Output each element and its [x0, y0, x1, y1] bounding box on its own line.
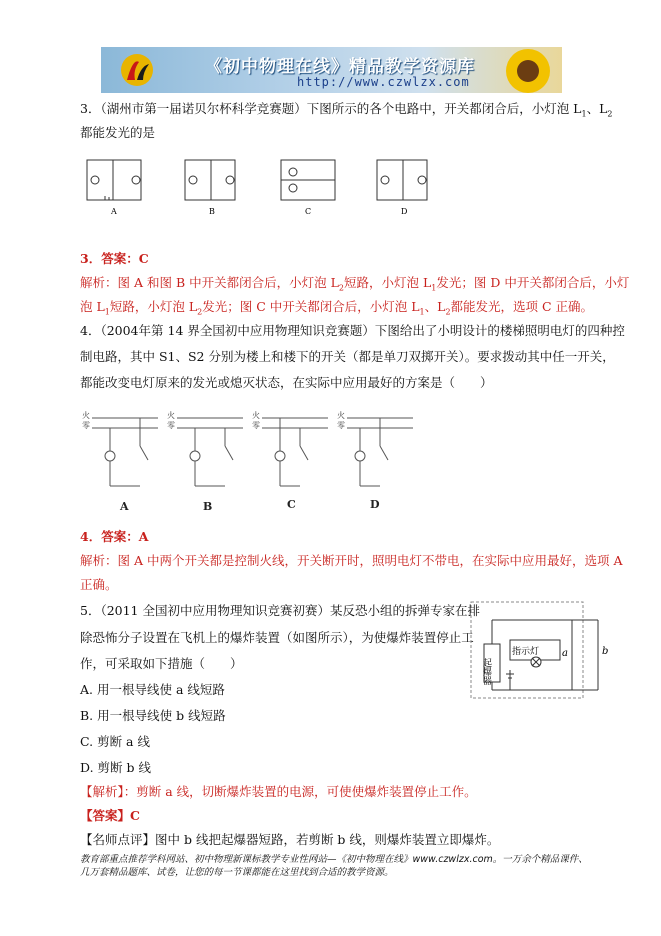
stair-circuit-c [262, 418, 328, 486]
stair-circuit-d [347, 418, 413, 486]
q5-answer: 【答案】C [80, 808, 140, 823]
circuit-label-d: D [401, 207, 408, 216]
q5-bomb-circuit-diagram [470, 600, 610, 704]
stair-label-d: D [370, 498, 380, 511]
q3-text-line1: 3．（湖州市第一届诺贝尔杯科学竞赛题）下图所示的各个电路中，开关都闭合后，小灯泡 $L_1$、$L_2$ [80, 101, 613, 119]
q4-text-line1: 4．（2004年第 14 界全国初中应用物理知识竞赛题）下图给出了小明设计的楼梯照明电灯的四种控 [80, 323, 625, 338]
stair-circuit-b [177, 418, 243, 486]
q5-analysis: 【解析】：剪断 a 线，切断爆炸装置的电源，可使使爆炸装置停止工作。 [80, 784, 477, 799]
zero-label-b: 零 [167, 421, 175, 430]
fire-label-a: 火 [82, 411, 90, 420]
q5-text-line2: 除恐怖分子设置在飞机上的爆炸装置（如图所示），为使爆炸装置停止工 [80, 630, 474, 645]
q5-option-c: C. 剪断 a 线 [80, 734, 150, 749]
q3-circuit-diagrams [85, 152, 445, 218]
q4-stair-light-diagrams [80, 406, 420, 516]
q5-text-line1: 5．（2011 全国初中应用物理知识竞赛初赛）某反恐小组的拆弹专家在排 [80, 603, 480, 618]
indicator-label: 指示灯 [512, 647, 540, 657]
circuit-a [87, 160, 141, 200]
detonator-label: 起爆器 [481, 658, 491, 685]
q4-analysis-line2: 正确。 [80, 577, 118, 592]
q5-option-d: D. 剪断 b 线 [80, 760, 151, 775]
q4-text-line2: 制电路，其中 S1、S2 分别为楼上和楼下的开关（都是单刀双掷开关）。要求拨动其中任一开关， [80, 349, 615, 364]
stair-label-a: A [120, 500, 129, 513]
q5-teacher-comment: 【名师点评】图中 b 线把起爆器短路，若剪断 b 线，则爆炸装置立即爆炸。 [80, 832, 500, 847]
circuit-c [281, 160, 335, 200]
stair-label-c: C [287, 498, 296, 511]
banner-title: 《初中物理在线》精品教学资源库 [205, 57, 475, 77]
circuit-b [185, 160, 235, 200]
wire-b-label: b [602, 646, 609, 657]
stair-circuit-a [92, 418, 158, 486]
q3-answer: 3．答案：C [80, 251, 149, 266]
q4-answer: 4．答案：A [80, 529, 149, 544]
fire-label-d: 火 [337, 411, 345, 420]
sunflower-icon [498, 47, 558, 93]
wire-a-label: a [562, 648, 568, 659]
q3-text-line2: 都能发光的是 [80, 125, 156, 140]
q3-analysis-line1: 解析：图 A 和图 B 中开关都闭合后，小灯泡 $L_2$短路，小灯泡 $L_1$发光；图 D 中开关都闭合后，小灯 [80, 275, 630, 293]
fire-label-c: 火 [252, 411, 260, 420]
footer-line2: 几万套精品题库、试卷，让您的每一节课都能在这里找到合适的教学资源。 [80, 867, 394, 878]
banner-url[interactable]: http://www.czwlzx.com [297, 75, 470, 89]
site-logo-icon [119, 52, 155, 88]
circuit-label-a: A [111, 207, 117, 216]
q5-text-line3: 作，可采取如下措施（ ） [80, 656, 243, 671]
zero-label-c: 零 [252, 421, 260, 430]
footer-line1: 教育部重点推荐学科网站、初中物理新课标教学专业性网站—《初中物理在线》www.czwlzx.com。一万余个精品课件、 [80, 854, 588, 865]
zero-label-d: 零 [337, 421, 345, 430]
q4-text-line3: 都能改变电灯原来的发光或熄灭状态，在实际中应用最好的方案是（ ） [80, 375, 493, 390]
circuit-d [377, 160, 427, 200]
circuit-label-b: B [209, 207, 215, 216]
circuit-label-c: C [305, 207, 312, 216]
stair-label-b: B [203, 500, 213, 513]
zero-label-a: 零 [82, 421, 90, 430]
q5-option-a: A. 用一根导线使 a 线短路 [80, 682, 225, 697]
header-banner [101, 47, 562, 93]
q4-analysis-line1: 解析：图 A 中两个开关都是控制火线，开关断开时，照明电灯不带电，在实际中应用最好，选项 A [80, 553, 623, 568]
q3-analysis-line2: 泡 $L_1$短路，小灯泡 $L_2$发光；图 C 中开关都闭合后，小灯泡 $L_1$、$L_2$都能发光，选项 C 正确。 [80, 299, 594, 317]
q5-option-b: B. 用一根导线使 b 线短路 [80, 708, 226, 723]
fire-label-b: 火 [167, 411, 175, 420]
